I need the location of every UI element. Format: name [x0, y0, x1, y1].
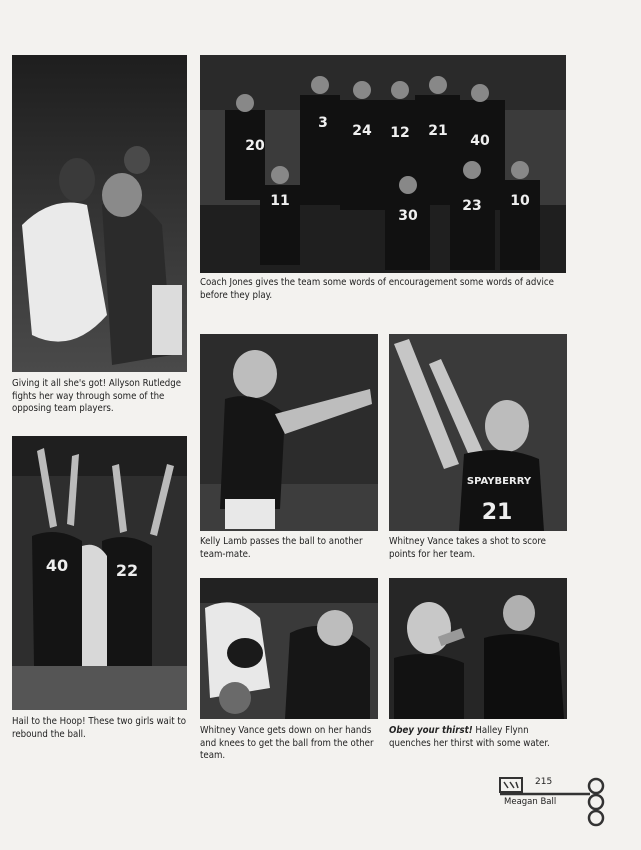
- team-name-text: SPAYBERRY: [466, 476, 532, 487]
- jersey-number: 40: [470, 133, 490, 149]
- photo-halley-flynn: [389, 578, 567, 719]
- jersey-number: 20: [245, 138, 265, 154]
- jersey-number: 12: [390, 125, 410, 141]
- jersey-number: 3: [318, 115, 328, 131]
- jersey-number: 21: [481, 500, 513, 525]
- jersey-number: 40: [45, 556, 69, 575]
- photo-whitney-floor: [200, 578, 378, 719]
- photo-coach-jones-huddle: [200, 55, 566, 273]
- author-name: Meagan Ball: [504, 797, 557, 807]
- photo-whitney-shot: [389, 334, 567, 531]
- caption-allyson: Giving it all she's got! Allyson Rutledge fights her way through some of the opposing team players.: [12, 378, 182, 414]
- caption-kelly: Kelly Lamb passes the ball to another team-mate.: [200, 536, 363, 560]
- caption-coach: Coach Jones gives the team some words of encouragement some words of advice before they play.: [200, 277, 554, 301]
- jersey-number: 23: [462, 198, 482, 214]
- photo-kelly-lamb: [200, 334, 378, 531]
- caption-halley: [389, 725, 569, 750]
- jersey-number: 22: [115, 561, 139, 580]
- photo-hail-to-the-hoop: [12, 436, 187, 710]
- jersey-number: 24: [352, 123, 372, 139]
- jersey-number: 21: [428, 123, 448, 139]
- page-number: 215: [535, 777, 553, 787]
- caption-halley-lead: Obey your thirst!: [389, 725, 473, 736]
- jersey-number: 11: [270, 193, 290, 209]
- caption-hoop: Hail to the Hoop! These two girls wait to rebound the ball.: [12, 716, 187, 740]
- jersey-number: 10: [510, 193, 530, 209]
- caption-whitney-shot: Whitney Vance takes a shot to score points for her team.: [389, 536, 546, 560]
- jersey-number: 30: [398, 208, 418, 224]
- caption-halley-rest: Halley Flynn quenches her thirst with some water.: [389, 725, 550, 749]
- photo-allyson-rutledge: [12, 55, 187, 372]
- caption-whitney-floor: Whitney Vance gets down on her hands and knees to get the ball from the other team.: [200, 725, 374, 761]
